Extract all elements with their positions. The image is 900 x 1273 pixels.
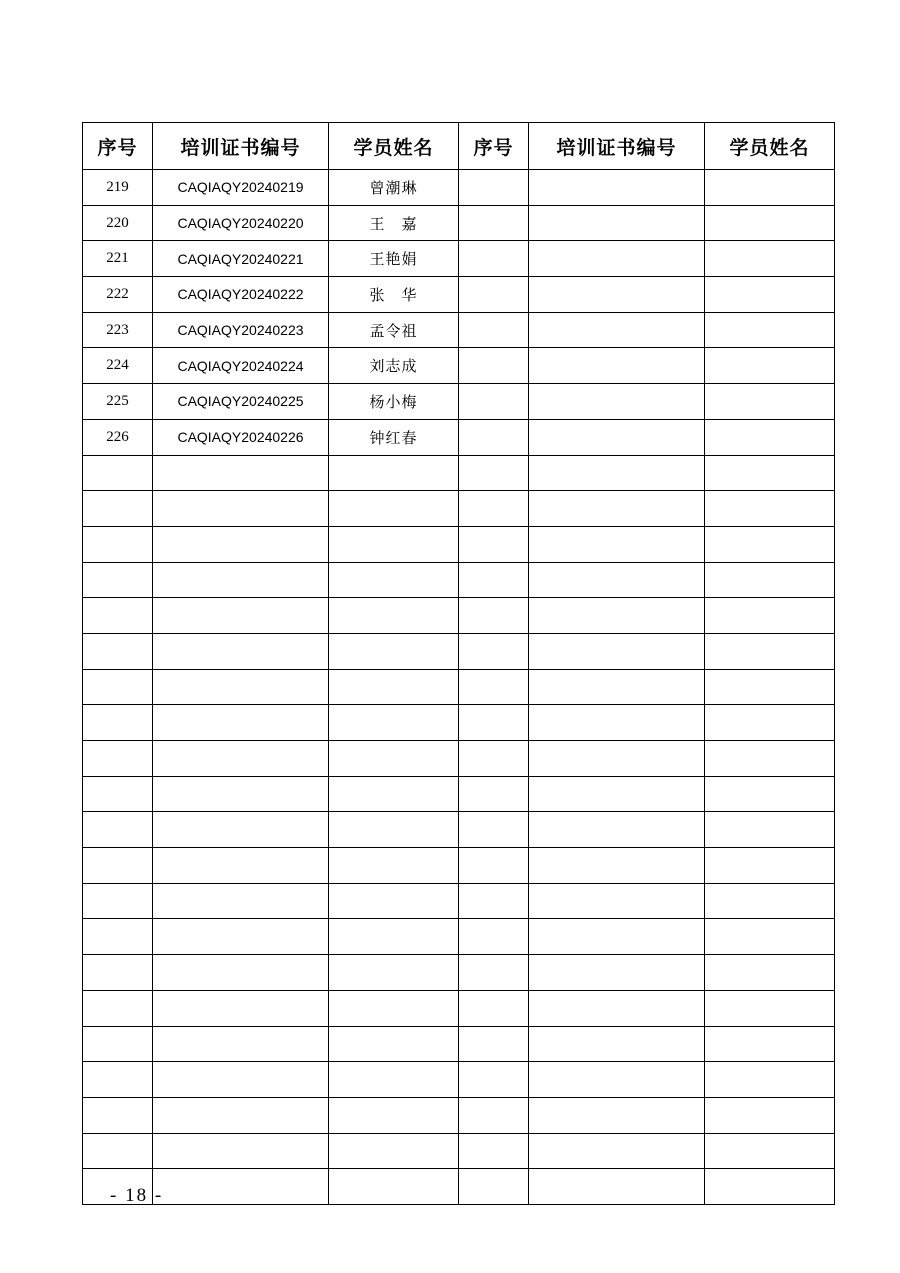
cell-seq-right bbox=[459, 848, 529, 884]
cell-name-right bbox=[705, 598, 835, 634]
table-row bbox=[83, 526, 835, 562]
cell-name-right bbox=[705, 848, 835, 884]
cell-seq-right bbox=[459, 491, 529, 527]
cell-name-left bbox=[329, 705, 459, 741]
cell-name-left: 张 华 bbox=[329, 277, 459, 313]
column-header-seq-right: 序号 bbox=[459, 123, 529, 170]
cell-name-left bbox=[329, 741, 459, 777]
cell-name-right bbox=[705, 883, 835, 919]
cell-seq-right bbox=[459, 883, 529, 919]
cell-name-right bbox=[705, 1133, 835, 1169]
cell-seq-left bbox=[83, 562, 153, 598]
table-row bbox=[83, 598, 835, 634]
cell-name-right bbox=[705, 633, 835, 669]
table-row bbox=[83, 955, 835, 991]
cell-cert-left: CAQIAQY20240225 bbox=[153, 384, 329, 420]
cell-name-left bbox=[329, 776, 459, 812]
cell-seq-left: 222 bbox=[83, 277, 153, 313]
cell-seq-left bbox=[83, 1133, 153, 1169]
cell-name-left: 刘志成 bbox=[329, 348, 459, 384]
cell-name-left bbox=[329, 919, 459, 955]
cell-name-right bbox=[705, 526, 835, 562]
cell-name-right bbox=[705, 1169, 835, 1205]
cell-cert-right bbox=[529, 1062, 705, 1098]
cell-seq-right bbox=[459, 669, 529, 705]
cell-cert-right bbox=[529, 669, 705, 705]
cell-cert-right bbox=[529, 241, 705, 277]
cell-cert-left bbox=[153, 741, 329, 777]
cell-seq-left: 225 bbox=[83, 384, 153, 420]
cell-cert-left bbox=[153, 455, 329, 491]
cell-name-right bbox=[705, 241, 835, 277]
table-row bbox=[83, 848, 835, 884]
cell-cert-left bbox=[153, 990, 329, 1026]
cell-cert-right bbox=[529, 1097, 705, 1133]
cell-cert-left: CAQIAQY20240224 bbox=[153, 348, 329, 384]
cell-seq-right bbox=[459, 277, 529, 313]
cell-name-left bbox=[329, 1133, 459, 1169]
cell-cert-right bbox=[529, 776, 705, 812]
cell-name-left bbox=[329, 812, 459, 848]
cell-cert-right bbox=[529, 348, 705, 384]
cell-cert-left: CAQIAQY20240223 bbox=[153, 312, 329, 348]
cell-seq-left bbox=[83, 705, 153, 741]
cell-name-left bbox=[329, 883, 459, 919]
cell-name-left: 孟令祖 bbox=[329, 312, 459, 348]
cell-name-left bbox=[329, 491, 459, 527]
cell-seq-left: 220 bbox=[83, 205, 153, 241]
cell-seq-right bbox=[459, 170, 529, 206]
cell-name-right bbox=[705, 705, 835, 741]
cell-seq-right bbox=[459, 562, 529, 598]
cell-seq-right bbox=[459, 812, 529, 848]
cell-name-left bbox=[329, 455, 459, 491]
cell-cert-right bbox=[529, 1133, 705, 1169]
cell-seq-left bbox=[83, 848, 153, 884]
cell-seq-right bbox=[459, 919, 529, 955]
cell-cert-right bbox=[529, 955, 705, 991]
cell-seq-left bbox=[83, 776, 153, 812]
cell-name-right bbox=[705, 741, 835, 777]
cell-name-left bbox=[329, 633, 459, 669]
cell-seq-left bbox=[83, 633, 153, 669]
cell-seq-left bbox=[83, 812, 153, 848]
table-row bbox=[83, 348, 835, 384]
cell-cert-right bbox=[529, 883, 705, 919]
cell-seq-left bbox=[83, 491, 153, 527]
table-row bbox=[83, 455, 835, 491]
cell-cert-right bbox=[529, 491, 705, 527]
cell-name-right bbox=[705, 205, 835, 241]
cell-seq-right bbox=[459, 205, 529, 241]
cell-seq-right bbox=[459, 955, 529, 991]
cell-cert-left bbox=[153, 812, 329, 848]
cell-seq-right bbox=[459, 384, 529, 420]
cell-name-left bbox=[329, 526, 459, 562]
cell-seq-left: 223 bbox=[83, 312, 153, 348]
cell-cert-left bbox=[153, 1026, 329, 1062]
cell-cert-left bbox=[153, 955, 329, 991]
cell-name-left bbox=[329, 1097, 459, 1133]
table-row bbox=[83, 491, 835, 527]
cell-cert-left bbox=[153, 598, 329, 634]
cell-seq-left bbox=[83, 1026, 153, 1062]
cell-cert-left bbox=[153, 919, 329, 955]
table-row bbox=[83, 312, 835, 348]
table-body bbox=[83, 170, 835, 1205]
cell-seq-left bbox=[83, 990, 153, 1026]
cell-seq-left bbox=[83, 741, 153, 777]
cell-seq-left bbox=[83, 526, 153, 562]
cell-seq-left: 219 bbox=[83, 170, 153, 206]
cell-name-left bbox=[329, 1169, 459, 1205]
table-row bbox=[83, 883, 835, 919]
cell-name-left: 王 嘉 bbox=[329, 205, 459, 241]
table-row bbox=[83, 1133, 835, 1169]
cell-cert-right bbox=[529, 170, 705, 206]
cell-cert-left bbox=[153, 526, 329, 562]
cell-seq-right bbox=[459, 419, 529, 455]
cell-cert-right bbox=[529, 205, 705, 241]
cell-cert-right bbox=[529, 1026, 705, 1062]
cell-name-left bbox=[329, 848, 459, 884]
cell-seq-left: 226 bbox=[83, 419, 153, 455]
cell-name-left bbox=[329, 990, 459, 1026]
cell-name-right bbox=[705, 1062, 835, 1098]
cell-name-left bbox=[329, 955, 459, 991]
cell-name-right bbox=[705, 491, 835, 527]
table-row bbox=[83, 633, 835, 669]
cell-cert-right bbox=[529, 1169, 705, 1205]
column-header-cert-left: 培训证书编号 bbox=[153, 123, 329, 170]
cell-name-left: 王艳娟 bbox=[329, 241, 459, 277]
cell-name-right bbox=[705, 312, 835, 348]
cell-seq-left bbox=[83, 455, 153, 491]
table-row bbox=[83, 277, 835, 313]
cell-seq-right bbox=[459, 241, 529, 277]
cell-seq-right bbox=[459, 598, 529, 634]
cell-seq-right bbox=[459, 741, 529, 777]
page-number: - 18 - bbox=[110, 1185, 164, 1206]
cell-cert-right bbox=[529, 633, 705, 669]
table-row bbox=[83, 919, 835, 955]
cell-name-right bbox=[705, 919, 835, 955]
cell-cert-right bbox=[529, 741, 705, 777]
cell-name-right bbox=[705, 776, 835, 812]
table-row bbox=[83, 241, 835, 277]
cell-name-left bbox=[329, 669, 459, 705]
cell-cert-left bbox=[153, 633, 329, 669]
cell-name-left bbox=[329, 598, 459, 634]
cell-cert-right bbox=[529, 705, 705, 741]
cell-name-left bbox=[329, 1026, 459, 1062]
cell-seq-right bbox=[459, 526, 529, 562]
column-header-seq-left: 序号 bbox=[83, 123, 153, 170]
cell-seq-right bbox=[459, 633, 529, 669]
cell-seq-right bbox=[459, 348, 529, 384]
table-row bbox=[83, 1062, 835, 1098]
cell-cert-left bbox=[153, 1062, 329, 1098]
table-row bbox=[83, 419, 835, 455]
cell-seq-left bbox=[83, 1097, 153, 1133]
cell-seq-right bbox=[459, 1169, 529, 1205]
cell-cert-left bbox=[153, 669, 329, 705]
table-row bbox=[83, 562, 835, 598]
cell-cert-left bbox=[153, 705, 329, 741]
cell-name-right bbox=[705, 669, 835, 705]
table-row bbox=[83, 812, 835, 848]
cell-cert-right bbox=[529, 919, 705, 955]
cell-seq-left bbox=[83, 598, 153, 634]
cell-name-right bbox=[705, 277, 835, 313]
cell-seq-left bbox=[83, 669, 153, 705]
cell-name-left bbox=[329, 562, 459, 598]
cell-name-left: 钟红春 bbox=[329, 419, 459, 455]
table-row bbox=[83, 1097, 835, 1133]
cell-name-right bbox=[705, 1097, 835, 1133]
cell-name-right bbox=[705, 812, 835, 848]
cell-cert-right bbox=[529, 384, 705, 420]
cell-cert-left: CAQIAQY20240221 bbox=[153, 241, 329, 277]
certificate-table-container bbox=[82, 122, 818, 1205]
cell-name-right bbox=[705, 1026, 835, 1062]
cell-cert-left bbox=[153, 1169, 329, 1205]
cell-seq-right bbox=[459, 1097, 529, 1133]
table-row bbox=[83, 776, 835, 812]
table-row bbox=[83, 990, 835, 1026]
cell-cert-left bbox=[153, 848, 329, 884]
cell-cert-right bbox=[529, 990, 705, 1026]
cell-seq-right bbox=[459, 776, 529, 812]
table-row bbox=[83, 170, 835, 206]
cell-name-left: 曾潮琳 bbox=[329, 170, 459, 206]
cell-cert-right bbox=[529, 312, 705, 348]
table-header bbox=[83, 123, 835, 170]
cell-seq-right bbox=[459, 1026, 529, 1062]
cell-cert-left bbox=[153, 883, 329, 919]
cell-cert-right bbox=[529, 419, 705, 455]
cell-seq-left bbox=[83, 955, 153, 991]
cell-seq-left: 224 bbox=[83, 348, 153, 384]
cell-cert-left bbox=[153, 491, 329, 527]
cell-cert-right bbox=[529, 455, 705, 491]
table-row bbox=[83, 705, 835, 741]
certificate-table bbox=[82, 122, 835, 1205]
cell-cert-right bbox=[529, 562, 705, 598]
cell-cert-left: CAQIAQY20240222 bbox=[153, 277, 329, 313]
cell-seq-left bbox=[83, 883, 153, 919]
cell-cert-right bbox=[529, 812, 705, 848]
table-row bbox=[83, 1169, 835, 1205]
table-row bbox=[83, 205, 835, 241]
cell-cert-left bbox=[153, 776, 329, 812]
cell-seq-right bbox=[459, 705, 529, 741]
cell-cert-right bbox=[529, 526, 705, 562]
cell-cert-left bbox=[153, 1097, 329, 1133]
cell-name-right bbox=[705, 348, 835, 384]
cell-name-right bbox=[705, 419, 835, 455]
cell-name-right bbox=[705, 170, 835, 206]
column-header-name-right: 学员姓名 bbox=[705, 123, 835, 170]
cell-name-left: 杨小梅 bbox=[329, 384, 459, 420]
cell-seq-right bbox=[459, 1133, 529, 1169]
table-row bbox=[83, 669, 835, 705]
cell-seq-left: 221 bbox=[83, 241, 153, 277]
cell-cert-left: CAQIAQY20240219 bbox=[153, 170, 329, 206]
cell-cert-left bbox=[153, 1133, 329, 1169]
table-header-row bbox=[83, 123, 835, 170]
cell-name-left bbox=[329, 1062, 459, 1098]
cell-name-right bbox=[705, 955, 835, 991]
table-row bbox=[83, 741, 835, 777]
cell-cert-left bbox=[153, 562, 329, 598]
cell-seq-right bbox=[459, 990, 529, 1026]
table-row bbox=[83, 384, 835, 420]
cell-seq-left bbox=[83, 1062, 153, 1098]
cell-cert-right bbox=[529, 848, 705, 884]
cell-cert-right bbox=[529, 598, 705, 634]
cell-name-right bbox=[705, 990, 835, 1026]
column-header-cert-right: 培训证书编号 bbox=[529, 123, 705, 170]
cell-cert-left: CAQIAQY20240220 bbox=[153, 205, 329, 241]
cell-cert-right bbox=[529, 277, 705, 313]
cell-seq-right bbox=[459, 1062, 529, 1098]
table-row bbox=[83, 1026, 835, 1062]
column-header-name-left: 学员姓名 bbox=[329, 123, 459, 170]
cell-seq-right bbox=[459, 312, 529, 348]
cell-name-right bbox=[705, 384, 835, 420]
cell-seq-left bbox=[83, 919, 153, 955]
cell-name-right bbox=[705, 455, 835, 491]
cell-seq-right bbox=[459, 455, 529, 491]
cell-cert-left: CAQIAQY20240226 bbox=[153, 419, 329, 455]
cell-name-right bbox=[705, 562, 835, 598]
